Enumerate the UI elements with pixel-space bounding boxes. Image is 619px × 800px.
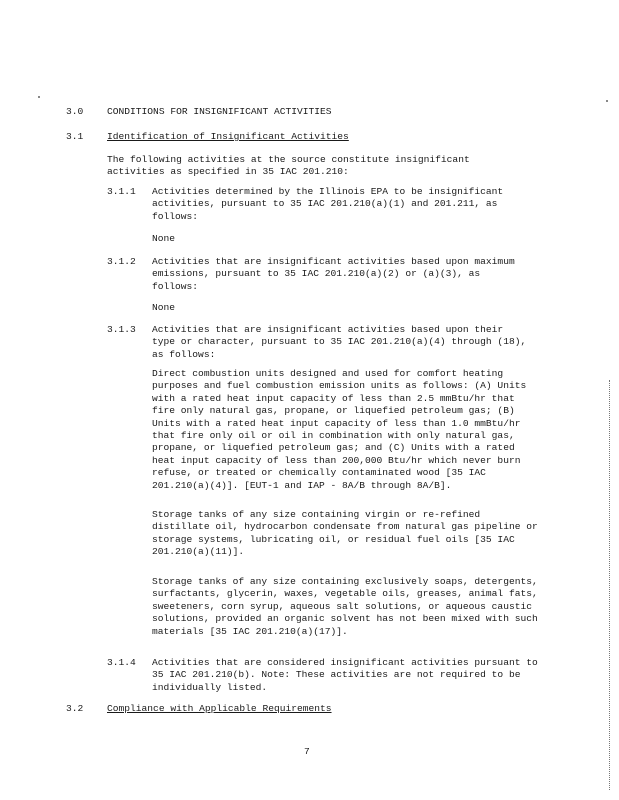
section-heading: CONDITIONS FOR INSIGNIFICANT ACTIVITIES bbox=[107, 106, 332, 117]
paragraph: Activities determined by the Illinois EPA to be insignificant activities, pursuant to 35 IAC 201.210(a)(1) and 201.211, as follows: bbox=[152, 186, 504, 222]
paragraph: The following activities at the source constitute insignificant activities as specified in 35 IAC 201.210: bbox=[107, 154, 470, 178]
section-number: 3.0 bbox=[66, 106, 84, 117]
subsection-number: 3.1.4 bbox=[107, 657, 136, 668]
subsection-number: 3.1.2 bbox=[107, 256, 136, 267]
section-number: 3.1 bbox=[66, 131, 84, 142]
subsection-number: 3.1.1 bbox=[107, 186, 136, 197]
paragraph: Storage tanks of any size containing virgin or re-refined distillate oil, hydrocarbon condensate from natural gas pipeline or storage systems, lubricating oil, or residual fuel oils [35 IAC 201.210(a)(11)]. bbox=[152, 509, 538, 558]
paragraph: None bbox=[152, 302, 176, 313]
paragraph: Activities that are insignificant activities based upon maximum emissions, pursuant to 35 IAC 201.210(a)(2) or (a)(3), as follows: bbox=[152, 256, 515, 292]
section-heading: Identification of Insignificant Activities bbox=[107, 131, 349, 142]
scan-margin-line bbox=[609, 380, 610, 790]
paragraph: Activities that are considered insignificant activities pursuant to 35 IAC 201.210(b). Note: These activities are not required to be individually listed. bbox=[152, 657, 538, 693]
paragraph: Direct combustion units designed and used for comfort heating purposes and fuel combustion emission units as follows: (A) Units with a rated heat input capacity of less than 2.5 mmBtu/hr that fire only natural gas, propane, or liquefied petroleum gas; (B) Units with a rated heat input capacity of less than 1.0 mmBtu/hr that fire only oil or oil in combination with only natural gas, propane, or liquefied petroleum gas; and (C) Units with a rated heat input capacity of less than 200,000 Btu/hr which never burn refuse, or treated or chemically contaminated wood [35 IAC 201.210(a)(4)]. [EUT-1 and IAP - 8A/B through 8A/B]. bbox=[152, 368, 527, 491]
scan-speck bbox=[606, 100, 608, 102]
paragraph: Storage tanks of any size containing exclusively soaps, detergents, surfactants, glycerin, waxes, vegetable oils, greases, animal fats, sweeteners, corn syrup, aqueous salt solutions, or aqueous caustic solutions, provided an organic solvent has not been mixed with such materials [35 IAC 201.210(a)(17)]. bbox=[152, 576, 538, 637]
scan-speck bbox=[38, 96, 40, 98]
paragraph: None bbox=[152, 233, 176, 244]
subsection-number: 3.1.3 bbox=[107, 324, 136, 335]
section-number: 3.2 bbox=[66, 703, 84, 714]
section-heading: Compliance with Applicable Requirements bbox=[107, 703, 332, 714]
paragraph: Activities that are insignificant activities based upon their type or character, pursuant to 35 IAC 201.210(a)(4) through (18), as follows: bbox=[152, 324, 527, 360]
page-number: 7 bbox=[304, 746, 310, 757]
